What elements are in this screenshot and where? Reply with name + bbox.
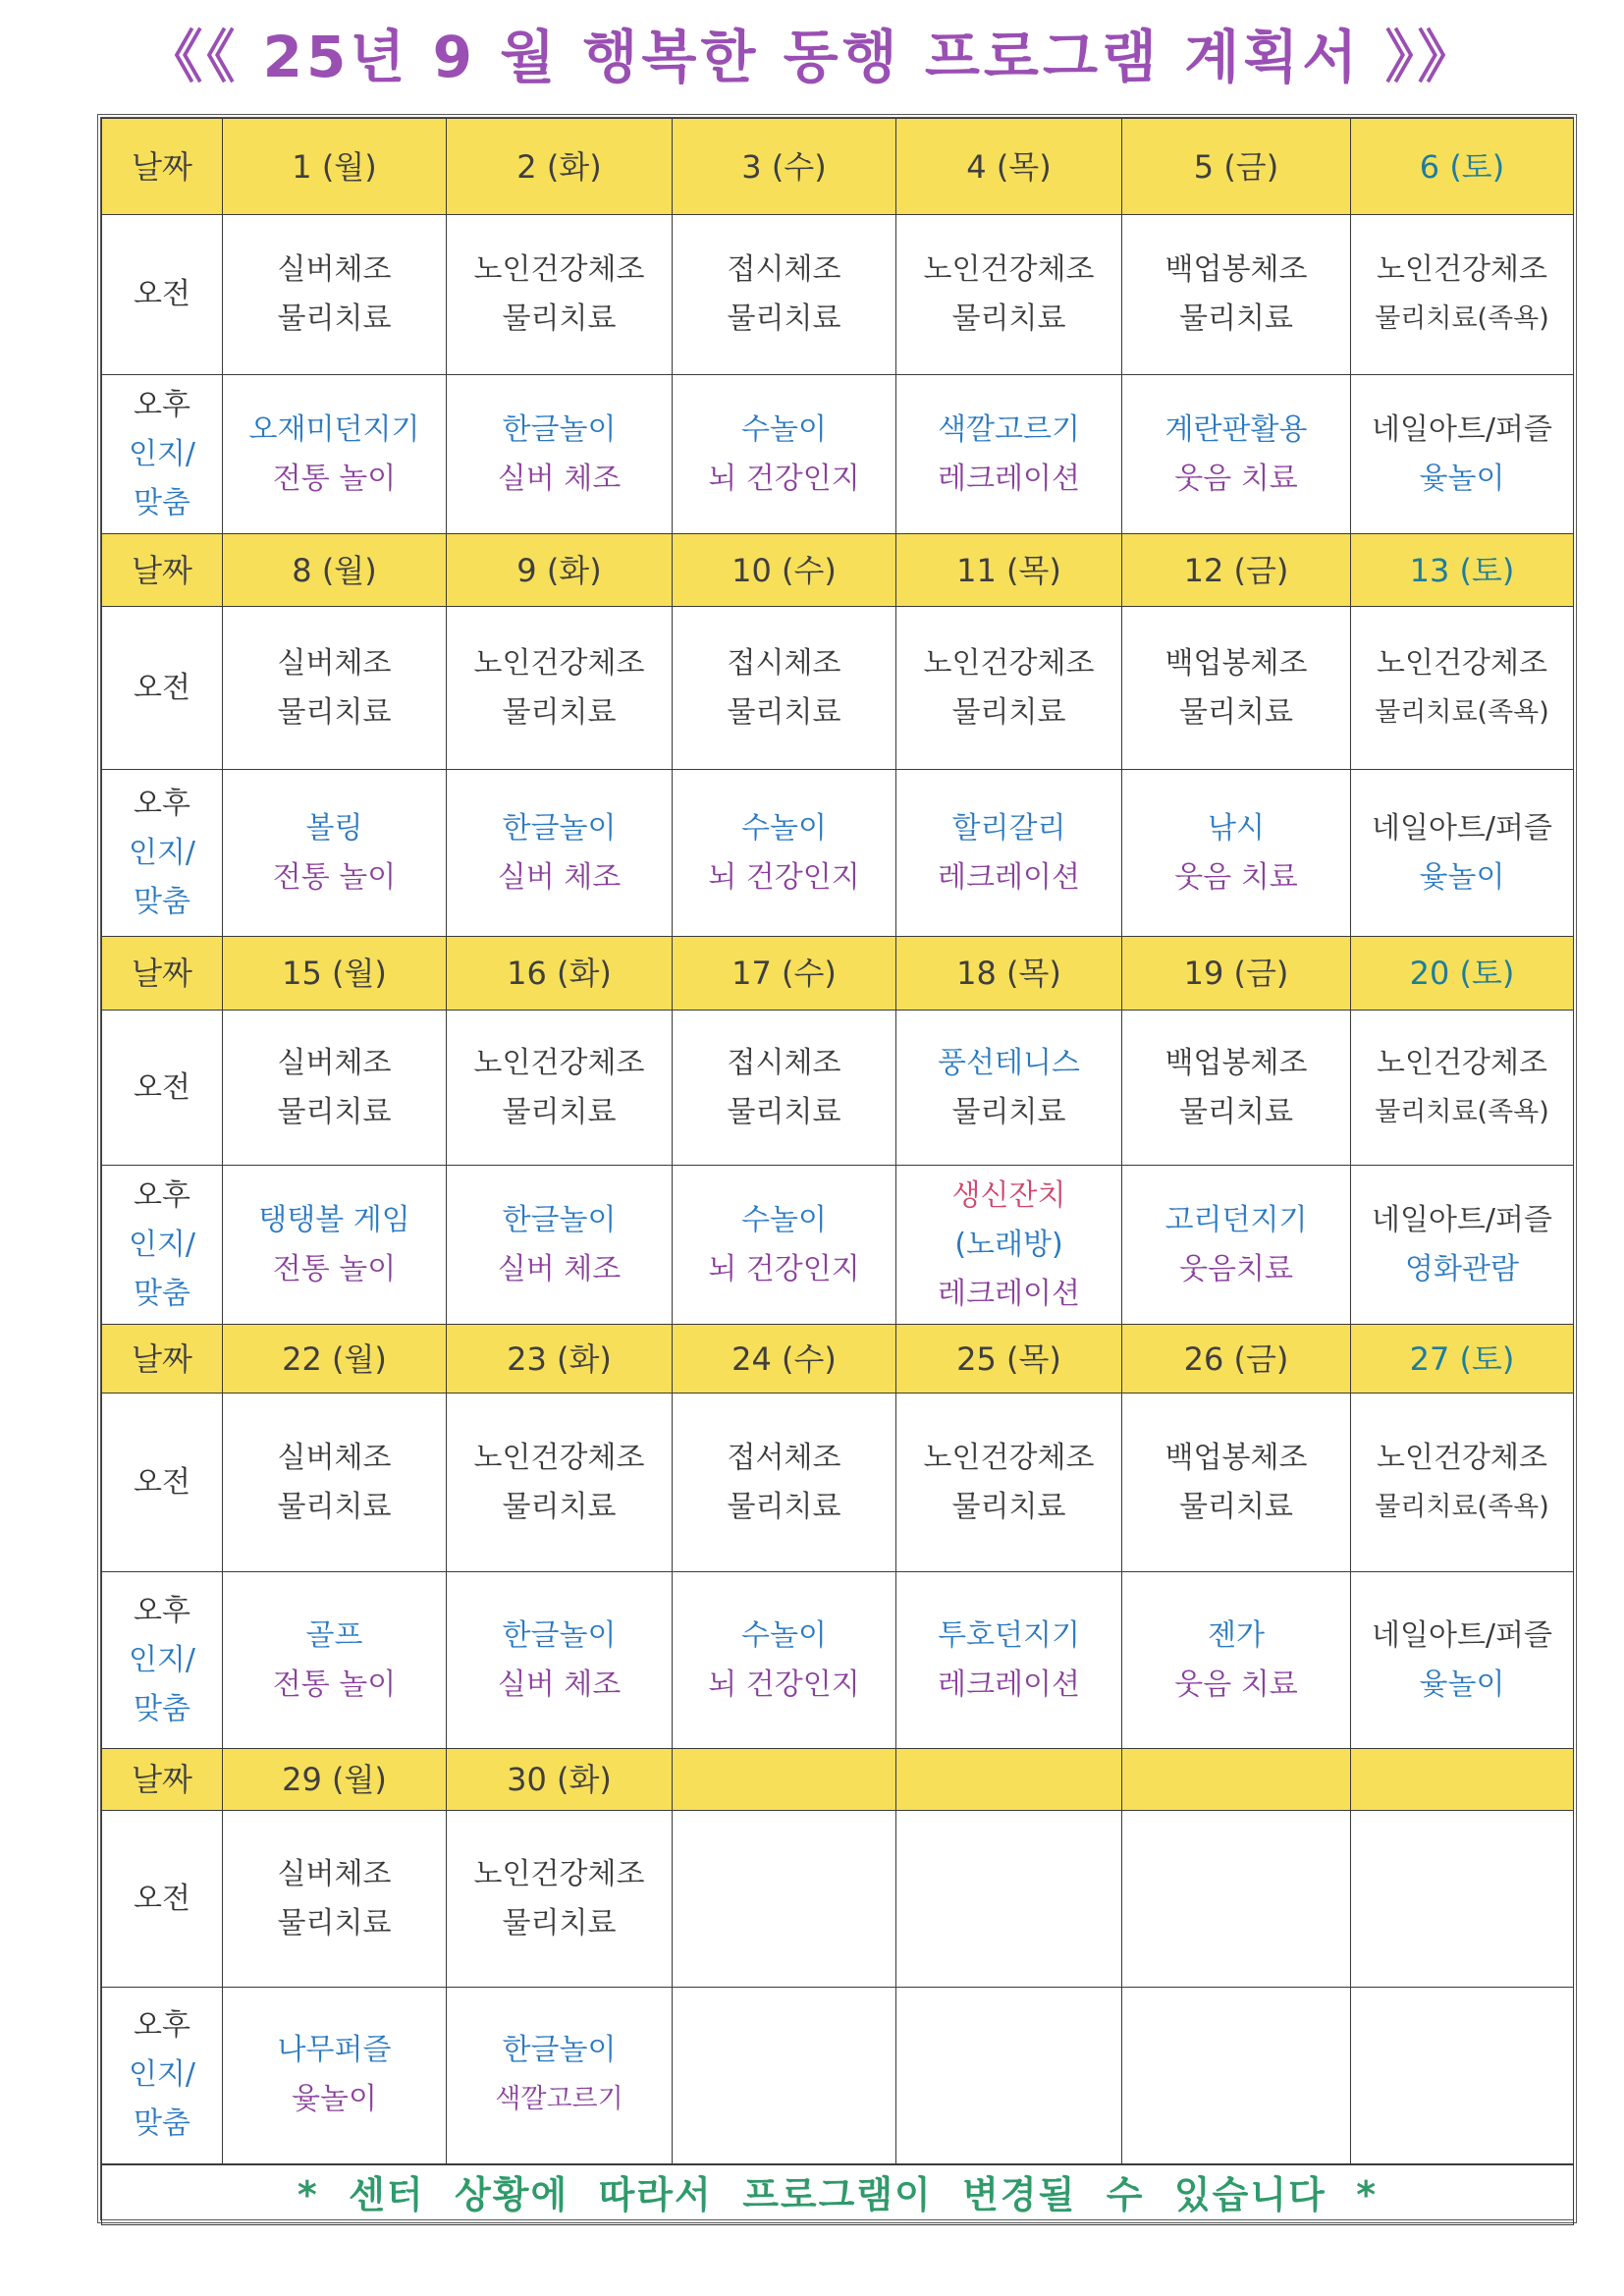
program-line: 전통 놀이 xyxy=(272,1667,397,1702)
program-line: 웃음 치료 xyxy=(1174,1667,1298,1702)
program-line: 물리치료 xyxy=(1179,1094,1293,1129)
am-program-cell xyxy=(223,1811,447,1988)
date-cell: 6 (토) xyxy=(1351,119,1574,215)
pm-row xyxy=(102,1572,1574,1749)
program-line: 생신잔치 xyxy=(951,1177,1066,1213)
program-line: 전통 놀이 xyxy=(272,1251,397,1286)
program-line: (노래방) xyxy=(954,1227,1063,1262)
pm-label xyxy=(102,1988,223,2164)
pm-program-cell xyxy=(223,770,447,937)
program-line: 오재미던지기 xyxy=(248,411,420,447)
am-program-cell xyxy=(673,1394,896,1572)
am-row xyxy=(102,215,1574,375)
pm-label-line: 맞춤 xyxy=(134,884,190,919)
am-label: 오전 xyxy=(102,1011,223,1166)
pm-program-cell xyxy=(896,1166,1122,1325)
am-program-cell xyxy=(447,607,673,770)
am-program-cell xyxy=(673,215,896,375)
program-line: 전통 놀이 xyxy=(272,461,397,496)
pm-row xyxy=(102,1988,1574,2164)
am-program-cell xyxy=(896,1394,1122,1572)
date-label: 날짜 xyxy=(102,534,223,607)
date-cell: 29 (월) xyxy=(223,1749,447,1811)
program-line: 할리갈리 xyxy=(951,810,1066,846)
program-line: 실버체조 xyxy=(277,1856,392,1891)
program-line: 접시체조 xyxy=(727,645,841,681)
program-line: 물리치료 xyxy=(951,1489,1066,1524)
program-line: 노인건강체조 xyxy=(473,1856,645,1891)
pm-row xyxy=(102,770,1574,937)
pm-program-cell xyxy=(223,1572,447,1749)
program-line: 네일아트/퍼즐 xyxy=(1372,810,1552,846)
pm-program-cell xyxy=(223,375,447,534)
am-label: 오전 xyxy=(102,1394,223,1572)
am-row xyxy=(102,1811,1574,1988)
program-line: 실버체조 xyxy=(277,645,392,681)
pm-label-line: 인지/ xyxy=(128,1227,196,1262)
program-line: 물리치료 xyxy=(951,1094,1066,1129)
date-cell: 19 (금) xyxy=(1122,937,1351,1011)
program-line: 윷놀이 xyxy=(1419,859,1505,895)
pm-program-cell xyxy=(1122,375,1351,534)
pm-program-cell xyxy=(673,1166,896,1325)
date-header-row xyxy=(102,1749,1574,1811)
program-line: 노인건강체조 xyxy=(923,645,1095,681)
program-line: 물리치료 xyxy=(277,301,392,336)
program-line: 물리치료 xyxy=(502,301,617,336)
program-line: 한글놀이 xyxy=(502,411,617,447)
program-line: 백업봉체조 xyxy=(1164,252,1308,287)
pm-program-cell xyxy=(1351,770,1574,937)
pm-program-cell xyxy=(1351,1988,1574,2164)
program-line: 실버 체조 xyxy=(497,1251,622,1286)
date-label: 날짜 xyxy=(102,937,223,1011)
program-line: 물리치료 xyxy=(277,1094,392,1129)
date-cell: 22 (월) xyxy=(223,1325,447,1394)
program-line: 윷놀이 xyxy=(292,2082,377,2117)
program-line: 물리치료 xyxy=(277,694,392,730)
date-cell: 8 (월) xyxy=(223,534,447,607)
pm-program-cell xyxy=(673,1572,896,1749)
am-program-cell xyxy=(1351,215,1574,375)
date-cell xyxy=(1351,1749,1574,1811)
date-cell xyxy=(896,1749,1122,1811)
program-line: 백업봉체조 xyxy=(1164,1440,1308,1475)
program-line: 물리치료(족욕) xyxy=(1375,1096,1549,1127)
program-line: 풍선테니스 xyxy=(938,1045,1080,1080)
pm-label-line: 맞춤 xyxy=(134,1691,190,1726)
pm-label-line: 오후 xyxy=(134,1593,190,1628)
date-header-row xyxy=(102,119,1574,215)
program-line: 물리치료 xyxy=(951,694,1066,730)
program-line: 물리치료 xyxy=(502,1489,617,1524)
date-header-row xyxy=(102,534,1574,607)
date-cell: 15 (월) xyxy=(223,937,447,1011)
program-line: 물리치료 xyxy=(277,1489,392,1524)
pm-label xyxy=(102,1572,223,1749)
pm-label-line: 맞춤 xyxy=(134,1276,190,1311)
am-program-cell xyxy=(447,1811,673,1988)
pm-label-line: 오후 xyxy=(134,1177,190,1213)
pm-program-cell xyxy=(1122,1988,1351,2164)
program-line: 물리치료 xyxy=(727,1094,841,1129)
pm-program-cell xyxy=(1351,375,1574,534)
date-label: 날짜 xyxy=(102,1749,223,1811)
program-line: 수놀이 xyxy=(741,810,827,846)
pm-label-line: 오후 xyxy=(134,2008,190,2044)
footer-row xyxy=(102,2164,1574,2225)
pm-program-cell xyxy=(673,770,896,937)
pm-program-cell xyxy=(447,375,673,534)
pm-program-cell xyxy=(447,1572,673,1749)
am-program-cell xyxy=(223,1011,447,1166)
program-line: 백업봉체조 xyxy=(1164,1045,1308,1080)
program-line: 영화관람 xyxy=(1405,1251,1519,1286)
pm-program-cell xyxy=(447,1988,673,2164)
program-line: 물리치료 xyxy=(1179,301,1293,336)
am-label: 오전 xyxy=(102,215,223,375)
program-line: 물리치료 xyxy=(502,694,617,730)
program-line: 접시체조 xyxy=(727,252,841,287)
program-line: 실버 체조 xyxy=(497,859,622,895)
program-line: 물리치료(족욕) xyxy=(1375,696,1549,728)
am-program-cell xyxy=(1351,607,1574,770)
pm-program-cell xyxy=(673,1988,896,2164)
program-line: 윷놀이 xyxy=(1419,461,1505,496)
am-program-cell xyxy=(673,1811,896,1988)
program-line: 웃음치료 xyxy=(1179,1251,1293,1286)
program-line: 투호던지기 xyxy=(938,1617,1080,1653)
pm-label-line: 맞춤 xyxy=(134,485,190,520)
pm-program-cell xyxy=(1351,1572,1574,1749)
pm-label-line: 오후 xyxy=(134,387,190,422)
program-line: 뇌 건강인지 xyxy=(708,461,860,496)
am-program-cell xyxy=(896,215,1122,375)
date-cell xyxy=(673,1749,896,1811)
program-line: 젠가 xyxy=(1208,1617,1265,1653)
am-program-cell xyxy=(223,215,447,375)
date-cell: 4 (목) xyxy=(896,119,1122,215)
program-line: 노인건강체조 xyxy=(923,1440,1095,1475)
program-line: 노인건강체조 xyxy=(1377,1045,1547,1080)
program-line: 실버 체조 xyxy=(497,461,622,496)
program-line: 수놀이 xyxy=(741,1202,827,1237)
program-line: 네일아트/퍼즐 xyxy=(1372,1202,1552,1237)
program-line: 윷놀이 xyxy=(1419,1667,1505,1702)
program-line: 실버 체조 xyxy=(497,1667,622,1702)
am-program-cell xyxy=(1351,1811,1574,1988)
program-line: 색깔고르기 xyxy=(938,411,1080,447)
date-cell: 23 (화) xyxy=(447,1325,673,1394)
am-program-cell xyxy=(896,607,1122,770)
program-line: 노인건강체조 xyxy=(923,252,1095,287)
program-line: 웃음 치료 xyxy=(1174,461,1298,496)
am-program-cell xyxy=(1351,1011,1574,1166)
am-program-cell xyxy=(447,1011,673,1166)
program-line: 네일아트/퍼즐 xyxy=(1372,1617,1552,1653)
program-line: 골프 xyxy=(305,1617,363,1653)
program-line: 노인건강체조 xyxy=(473,1440,645,1475)
am-program-cell xyxy=(896,1011,1122,1166)
am-program-cell xyxy=(673,1011,896,1166)
program-line: 물리치료 xyxy=(502,1905,617,1941)
pm-program-cell xyxy=(673,375,896,534)
am-program-cell xyxy=(223,1394,447,1572)
program-line: 노인건강체조 xyxy=(1377,645,1547,681)
program-line: 레크레이션 xyxy=(938,461,1080,496)
program-line: 물리치료 xyxy=(277,1905,392,1941)
date-cell: 25 (목) xyxy=(896,1325,1122,1394)
program-line: 색깔고르기 xyxy=(495,2084,623,2115)
date-cell: 24 (수) xyxy=(673,1325,896,1394)
date-cell: 13 (토) xyxy=(1351,534,1574,607)
am-program-cell xyxy=(1122,215,1351,375)
program-line: 전통 놀이 xyxy=(272,859,397,895)
date-cell: 27 (토) xyxy=(1351,1325,1574,1394)
program-line: 백업봉체조 xyxy=(1164,645,1308,681)
program-line: 한글놀이 xyxy=(502,2033,617,2068)
date-cell: 9 (화) xyxy=(447,534,673,607)
am-row xyxy=(102,607,1574,770)
date-label: 날짜 xyxy=(102,119,223,215)
pm-program-cell xyxy=(896,770,1122,937)
program-line: 노인건강체조 xyxy=(1377,252,1547,287)
date-cell: 3 (수) xyxy=(673,119,896,215)
program-line: 낚시 xyxy=(1208,810,1265,846)
program-line: 한글놀이 xyxy=(502,1202,617,1237)
date-cell: 12 (금) xyxy=(1122,534,1351,607)
am-row xyxy=(102,1394,1574,1572)
pm-program-cell xyxy=(223,1166,447,1325)
program-line: 물리치료(족욕) xyxy=(1375,1491,1549,1522)
program-line: 볼링 xyxy=(305,810,363,846)
date-label: 날짜 xyxy=(102,1325,223,1394)
program-line: 물리치료 xyxy=(727,1489,841,1524)
am-label: 오전 xyxy=(102,607,223,770)
am-program-cell xyxy=(896,1811,1122,1988)
date-cell: 5 (금) xyxy=(1122,119,1351,215)
program-line: 물리치료 xyxy=(1179,694,1293,730)
program-line: 노인건강체조 xyxy=(473,645,645,681)
program-line: 실버체조 xyxy=(277,1045,392,1080)
date-cell: 10 (수) xyxy=(673,534,896,607)
program-line: 탱탱볼 게임 xyxy=(258,1202,410,1237)
pm-program-cell xyxy=(1122,1572,1351,1749)
am-program-cell xyxy=(1122,1394,1351,1572)
program-line: 레크레이션 xyxy=(938,1667,1080,1702)
program-line: 레크레이션 xyxy=(938,1276,1080,1311)
page-title: 《《 25년 9 월 행복한 동행 프로그램 계획서 》》 xyxy=(145,24,1479,90)
am-row xyxy=(102,1011,1574,1166)
schedule-table xyxy=(101,118,1574,2225)
date-cell: 17 (수) xyxy=(673,937,896,1011)
program-line: 실버체조 xyxy=(277,252,392,287)
pm-label xyxy=(102,770,223,937)
program-line: 실버체조 xyxy=(277,1440,392,1475)
pm-row xyxy=(102,1166,1574,1325)
date-cell: 26 (금) xyxy=(1122,1325,1351,1394)
am-program-cell xyxy=(1122,607,1351,770)
pm-label xyxy=(102,1166,223,1325)
pm-program-cell xyxy=(447,1166,673,1325)
pm-label-line: 인지/ xyxy=(128,2057,196,2093)
date-header-row xyxy=(102,937,1574,1011)
program-line: 나무퍼즐 xyxy=(277,2033,392,2068)
am-program-cell xyxy=(1351,1394,1574,1572)
program-line: 물리치료 xyxy=(1179,1489,1293,1524)
pm-program-cell xyxy=(1351,1166,1574,1325)
am-program-cell xyxy=(447,1394,673,1572)
pm-program-cell xyxy=(447,770,673,937)
program-line: 노인건강체조 xyxy=(1377,1440,1547,1475)
program-line: 물리치료 xyxy=(502,1094,617,1129)
program-line: 물리치료 xyxy=(727,694,841,730)
am-program-cell xyxy=(223,607,447,770)
pm-program-cell xyxy=(896,375,1122,534)
pm-label-line: 오후 xyxy=(134,786,190,821)
program-line: 수놀이 xyxy=(741,1617,827,1653)
am-program-cell xyxy=(1122,1811,1351,1988)
program-line: 수놀이 xyxy=(741,411,827,447)
program-line: 접서체조 xyxy=(727,1440,841,1475)
date-cell xyxy=(1122,1749,1351,1811)
pm-label xyxy=(102,375,223,534)
program-line: 뇌 건강인지 xyxy=(708,1251,860,1286)
date-cell: 2 (화) xyxy=(447,119,673,215)
pm-label-line: 인지/ xyxy=(128,436,196,471)
program-line: 물리치료(족욕) xyxy=(1375,303,1549,334)
am-label: 오전 xyxy=(102,1811,223,1988)
date-cell: 18 (목) xyxy=(896,937,1122,1011)
pm-label-line: 인지/ xyxy=(128,1642,196,1677)
pm-row xyxy=(102,375,1574,534)
pm-program-cell xyxy=(896,1572,1122,1749)
program-line: 한글놀이 xyxy=(502,1617,617,1653)
program-line: 노인건강체조 xyxy=(473,252,645,287)
pm-program-cell xyxy=(223,1988,447,2164)
pm-label-line: 맞춤 xyxy=(134,2106,190,2142)
program-line: 물리치료 xyxy=(951,301,1066,336)
pm-program-cell xyxy=(1122,1166,1351,1325)
program-line: 물리치료 xyxy=(727,301,841,336)
date-cell: 30 (화) xyxy=(447,1749,673,1811)
date-cell: 1 (월) xyxy=(223,119,447,215)
pm-program-cell xyxy=(896,1988,1122,2164)
program-line: 계란판활용 xyxy=(1164,411,1308,447)
am-program-cell xyxy=(673,607,896,770)
pm-program-cell xyxy=(1122,770,1351,937)
program-line: 고리던지기 xyxy=(1164,1202,1308,1237)
date-cell: 11 (목) xyxy=(896,534,1122,607)
date-cell: 20 (토) xyxy=(1351,937,1574,1011)
program-line: 레크레이션 xyxy=(938,859,1080,895)
date-header-row xyxy=(102,1325,1574,1394)
program-line: 한글놀이 xyxy=(502,810,617,846)
program-line: 노인건강체조 xyxy=(473,1045,645,1080)
program-line: 뇌 건강인지 xyxy=(708,859,860,895)
date-cell: 16 (화) xyxy=(447,937,673,1011)
am-program-cell xyxy=(1122,1011,1351,1166)
program-line: 네일아트/퍼즐 xyxy=(1372,411,1552,447)
am-program-cell xyxy=(447,215,673,375)
pm-label-line: 인지/ xyxy=(128,835,196,870)
program-line: 접시체조 xyxy=(727,1045,841,1080)
program-line: 뇌 건강인지 xyxy=(708,1667,860,1702)
footer-notice: * 센터 상황에 따라서 프로그램이 변경될 수 있습니다 * xyxy=(102,2164,1574,2225)
program-line: 웃음 치료 xyxy=(1174,859,1298,895)
